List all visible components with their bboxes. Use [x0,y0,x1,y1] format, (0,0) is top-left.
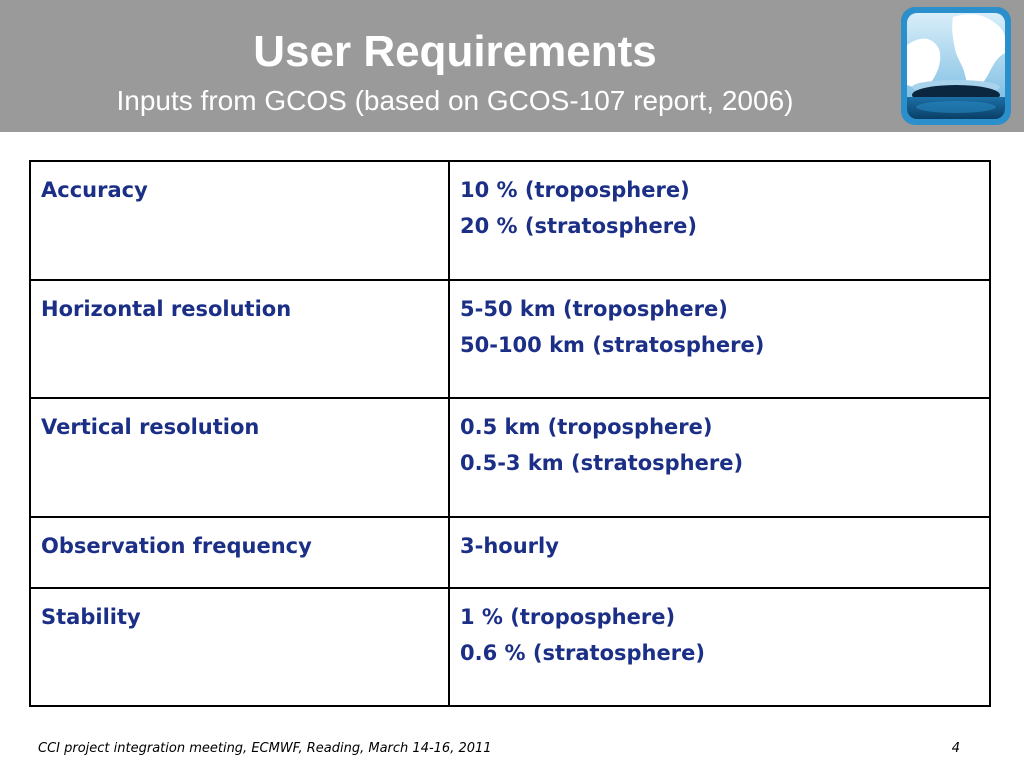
parameter-cell: Vertical resolution [30,398,449,517]
value-line: 50-100 km (stratosphere) [460,333,765,357]
table-row [30,161,990,280]
value-cell [449,588,990,706]
value-cell [449,398,990,517]
parameter-cell: Stability [30,588,449,706]
table-row [30,517,990,588]
value-line: 20 % (stratosphere) [460,214,697,238]
value-cell [449,280,990,398]
table-row [30,280,990,398]
slide-title: User Requirements [253,27,657,76]
value-line: 0.5-3 km (stratosphere) [460,451,744,475]
value-cell [449,161,990,280]
page-number: 4 [951,741,960,756]
globe-africa-logo-icon [899,5,1013,127]
value-line: 3-hourly [460,534,559,558]
table-row [30,588,990,706]
requirements-table [29,160,991,707]
parameter-cell: Horizontal resolution [30,280,449,398]
value-line: 5-50 km (troposphere) [460,297,728,321]
table-row [30,398,990,517]
parameter-cell: Observation frequency [30,517,449,588]
value-cell [449,517,990,588]
footer-meeting-info: CCI project integration meeting, ECMWF, Reading, March 14-16, 2011 [38,741,492,756]
value-line: 10 % (troposphere) [460,178,690,202]
value-line: 0.5 km (troposphere) [460,415,713,439]
value-line: 0.6 % (stratosphere) [460,641,705,665]
value-line: 1 % (troposphere) [460,605,676,629]
header-bar [0,0,1024,132]
slide-subtitle: Inputs from GCOS (based on GCOS-107 report, 2006) [116,85,794,116]
parameter-cell: Accuracy [30,161,449,280]
